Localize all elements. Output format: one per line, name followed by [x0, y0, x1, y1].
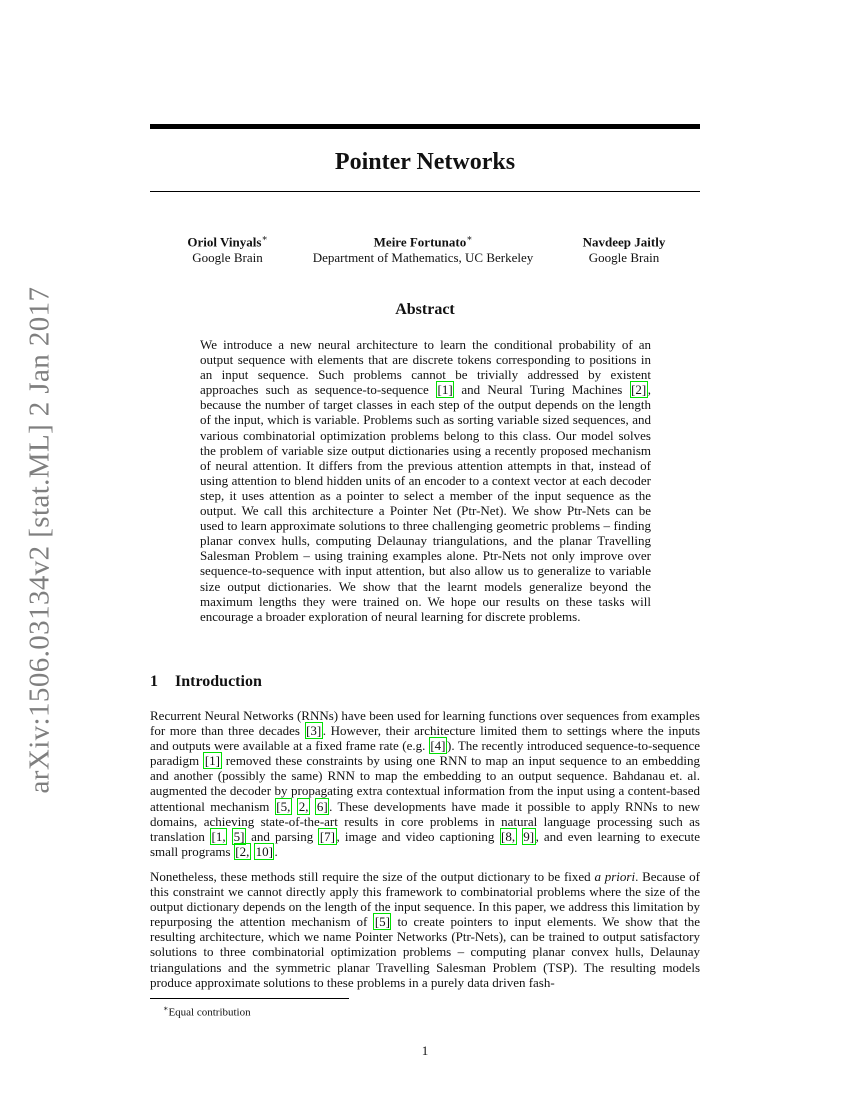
abstract-text: We introduce a new neural architecture to learn the conditional probability of an output sequence with elements that are discrete tokens corresponding to positions in an input sequence. Such problems cannot be trivially addressed by existent approaches such as sequence-to-sequence [1] and Neural Turing Machines [2] , because the number of target classes in each step of the output depends on the length of the input, which is variable. Problems such as sorting variable sized sequences, and various combinatorial optimization problems belong to this class. Our model solves the problem of variable size output dictionaries using a recently proposed mechanism of neural attention. It differs from the previous attention attempts in that, instead of using attention to blend hidden units of an encoder to a context vector at each decoder step, it uses attention as a pointer to select a member of the input sequence as the output. We call this architecture a Pointer Net (Ptr-Net). We show Ptr-Nets can be used to learn approximate solutions to three challenging geometric problems – finding planar convex hulls, computing Delaunay triangulations, and the planar Travelling Salesman Problem – using training examples alone. Ptr-Nets not only improve over sequence-to-sequence with input attention, but also allow us to generalize to variable size output dictionaries. We show that the learnt models generalize beyond the maximum lengths they were trained on. We hope our results on these tasks will encourage a broader exploration of neural learning for discrete problems. [200, 337, 651, 624]
citation-link[interactable]: 6] [316, 798, 328, 814]
intro-paragraph-1: Recurrent Neural Networks (RNNs) have been used for learning functions over sequences from examples for more than three decades [3] . However, their architecture limited them to settings where the inputs and outputs were available at a fixed frame rate (e.g. [4] ). The recently introduced sequence-to-sequence paradigm [1] removed these constraints by using one RNN to map an input sequence to an embedding and another (possibly the same) RNN to map the embedding to an output sequence. Bahdanau et. al. augmented the decoder by propagating extra contextual information from the input using a content-based attentional mechanism [5, 2, 6] . These developments have made it possible to apply RNNs to new domains, achieving state-of-the-art results in core problems in natural language processing such as translation [1, 5] and parsing [7] , image and video captioning [8, 9] , and even learning to execute small programs [2, 10] . [150, 708, 701, 859]
citation-link[interactable]: [2, [235, 843, 250, 859]
citation-link[interactable]: [4] [430, 738, 446, 754]
citation-link[interactable]: [7] [319, 828, 336, 844]
abstract-heading: Abstract [395, 301, 455, 318]
citation-link[interactable]: [8, [501, 828, 516, 844]
arxiv-stamp-text: arXiv:1506.03134v2 [stat.ML] 2 Jan 2017 [23, 286, 56, 794]
citation-link[interactable]: 5] [233, 828, 245, 844]
equal-contribution-mark: ∗ [261, 233, 268, 243]
author-name: Meire Fortunato [373, 234, 467, 250]
section-number: 1 [150, 673, 158, 690]
author-affiliation: Department of Mathematics, UC Berkeley [312, 249, 534, 265]
author-block-3 [560, 231, 688, 265]
citation-link[interactable]: 2, [298, 798, 309, 814]
title-bottom-rule [150, 191, 700, 192]
citation-link[interactable]: [5] [374, 914, 390, 930]
author-block-1 [160, 231, 295, 265]
footnote-mark: ∗ [163, 1004, 169, 1013]
author-name: Oriol Vinyals [187, 234, 262, 250]
citation-link[interactable]: [1, [211, 828, 226, 844]
emphasis-a-priori: a priori [594, 869, 636, 884]
footnote [163, 1002, 251, 1020]
section-title: Introduction [175, 673, 262, 690]
citation-link[interactable]: [3] [306, 723, 322, 739]
author-name: Navdeep Jaitly [582, 234, 666, 250]
author-affiliation: Google Brain [192, 249, 263, 265]
author-block-2 [300, 231, 546, 265]
section-heading [150, 672, 262, 692]
page-number: 1 [421, 1043, 429, 1058]
footnote-text: Equal contribution [168, 1006, 251, 1019]
citation-link[interactable]: [2] [631, 382, 647, 398]
author-affiliation: Google Brain [588, 249, 660, 265]
intro-paragraph-2: Nonetheless, these methods still require the size of the output dictionary to be fixed a priori. Because of this constraint we cannot directly apply this framework to combinatorial problems where the size of the output dictionary depends on the length of the input sequence. In this paper, we address this limitation by repurposing the attention mechanism of [5] to create pointers to input elements. We show that the resulting architecture, which we name Pointer Networks (Ptr-Nets), can be trained to output satisfactory solutions to three combinatorial optimization problems – computing planar convex hulls, Delaunay triangulations and the symmetric planar Travelling Salesman Problem (TSP). The resulting models produce approximate solutions to these problems in a purely data driven fash- [150, 869, 701, 990]
citation-link[interactable]: [1] [204, 753, 220, 769]
paper-title: Pointer Networks [334, 149, 516, 175]
citation-link[interactable]: 9] [523, 828, 535, 844]
footnote-rule [150, 998, 349, 999]
citation-link[interactable]: [5, [276, 798, 291, 814]
citation-link[interactable]: [1] [437, 382, 453, 398]
citation-link[interactable]: 10] [255, 843, 273, 859]
equal-contribution-mark: ∗ [466, 233, 473, 243]
title-top-rule [150, 124, 700, 129]
